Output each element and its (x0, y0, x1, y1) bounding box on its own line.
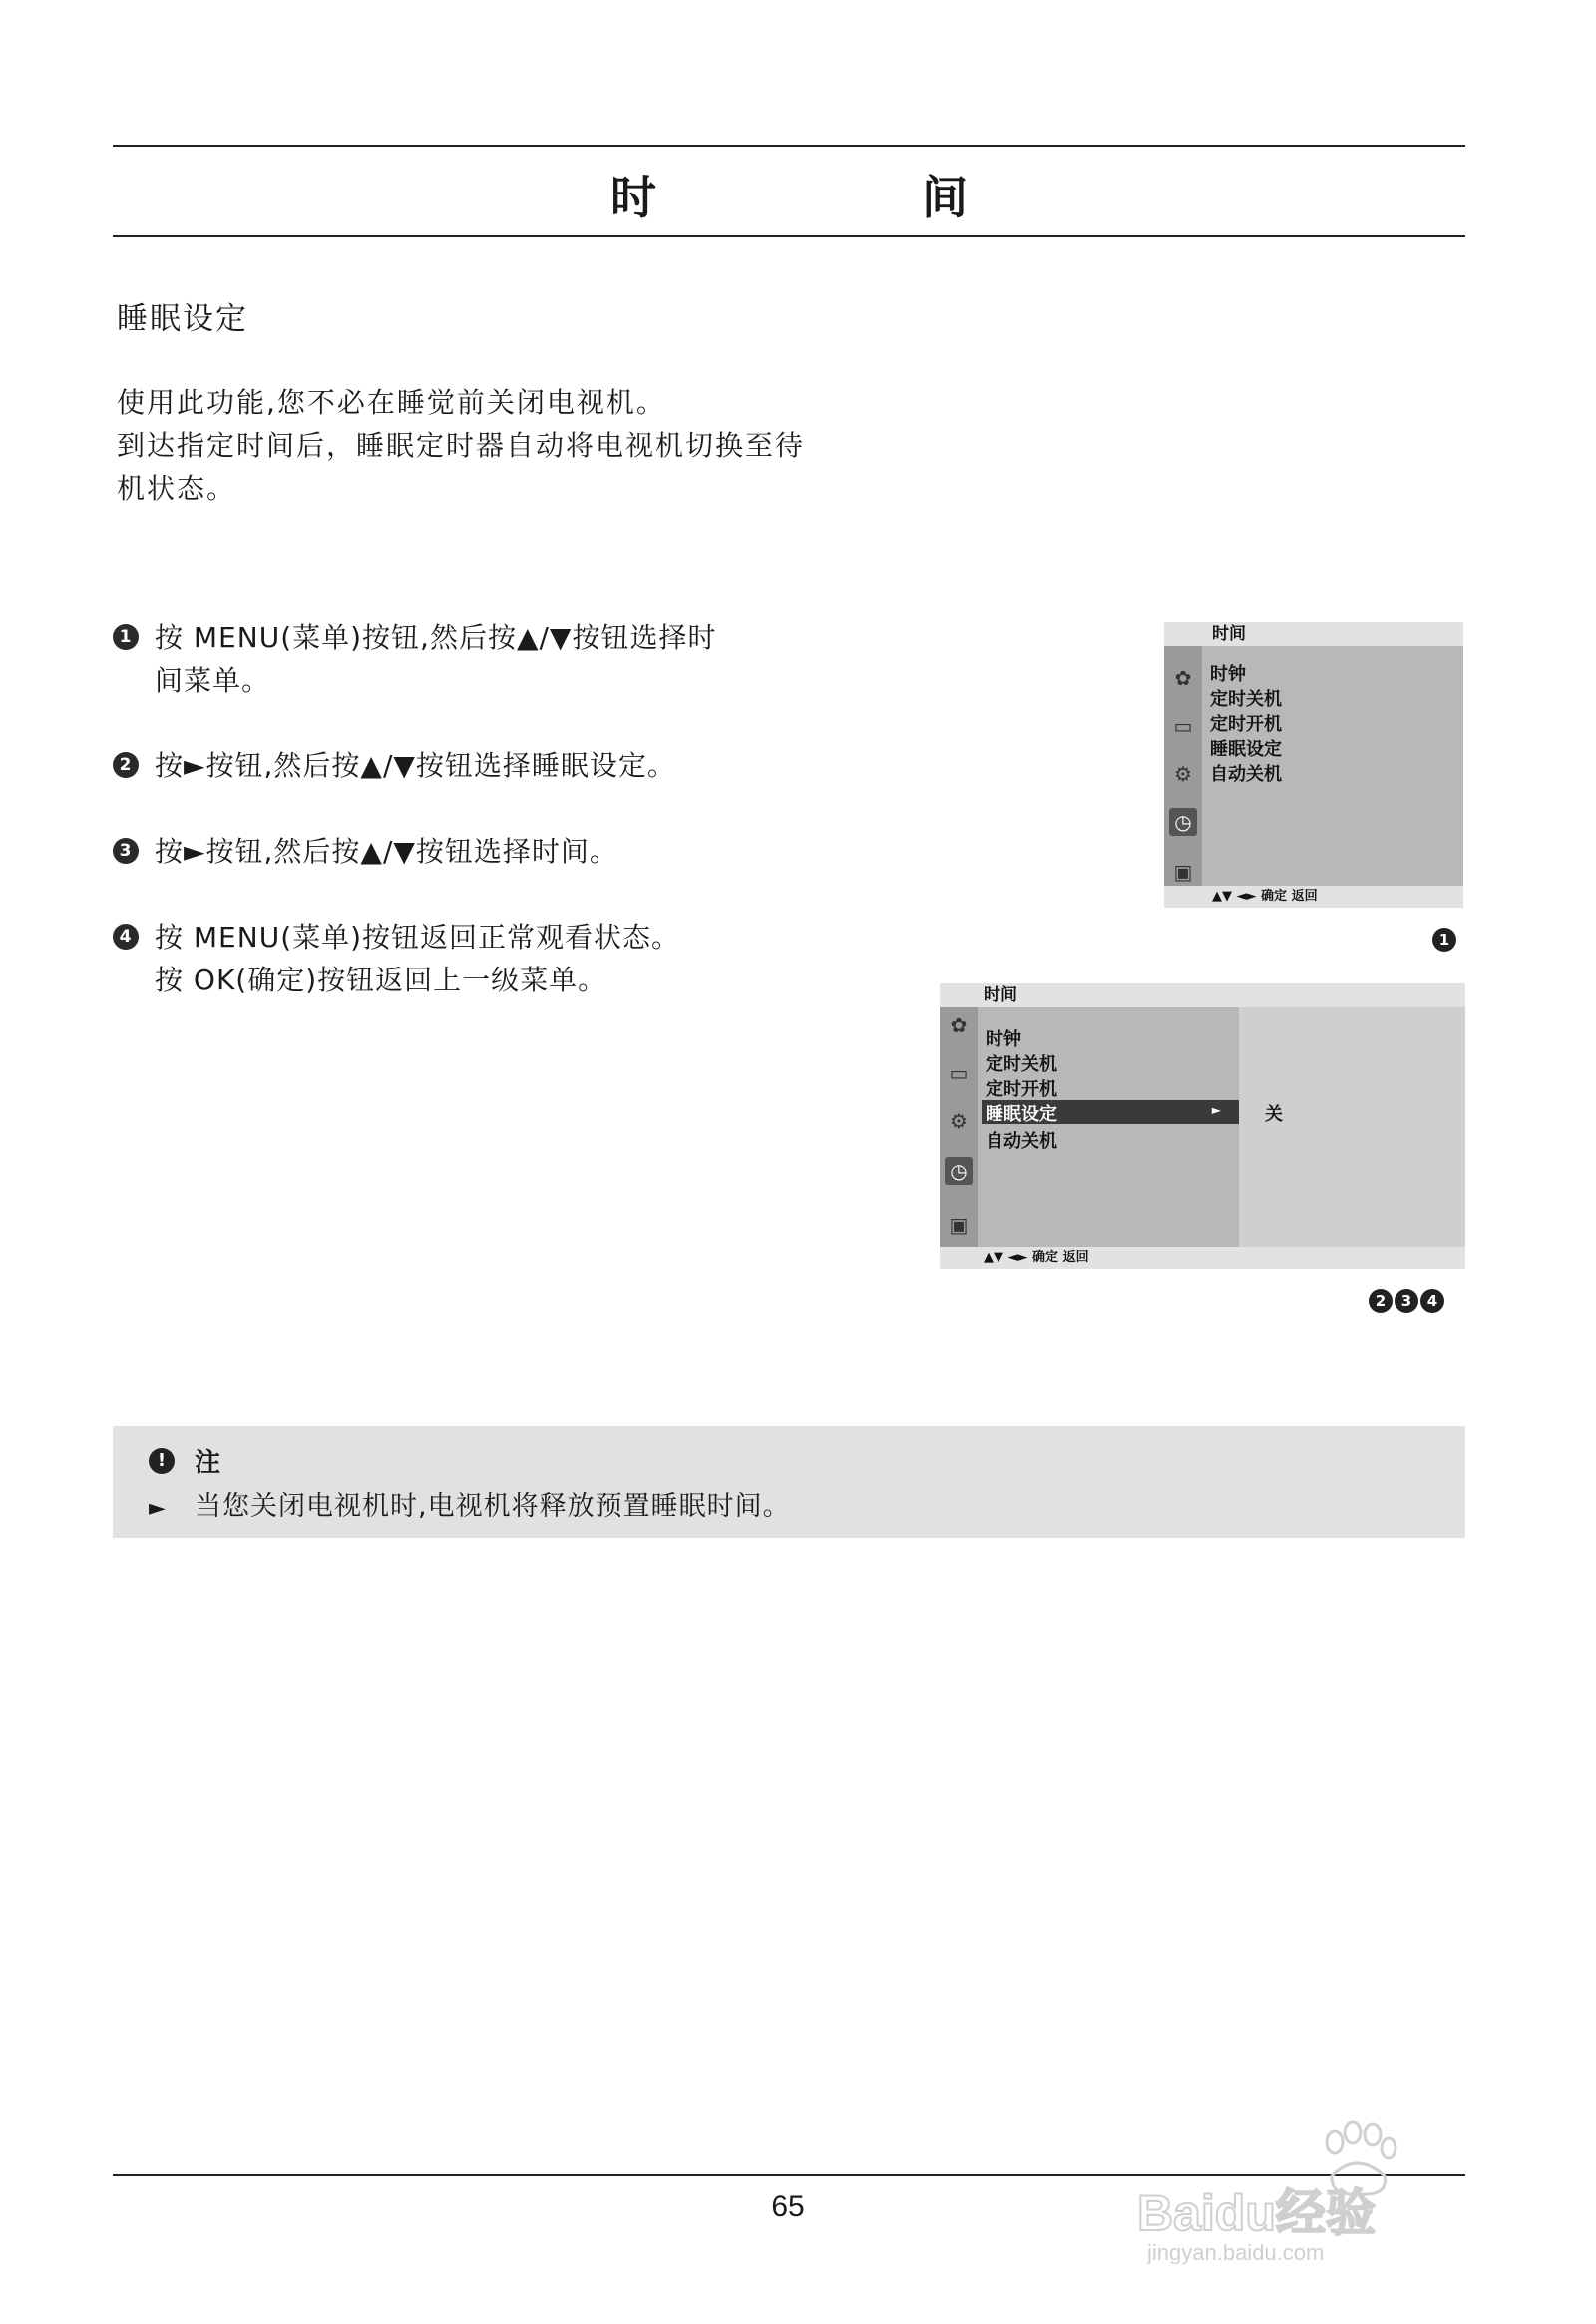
submenu-arrow-icon: ► (1211, 1103, 1221, 1117)
clock-icon: ◷ (945, 1157, 973, 1185)
note-text-row (149, 1484, 791, 1523)
intro-line: 到达指定时间后，睡眠定时器自动将电视机切换至待 (117, 429, 806, 462)
picture-icon: ✿ (1174, 666, 1192, 690)
osd-menu-item-selected (982, 1100, 1239, 1124)
intro-line: 机状态。 (117, 472, 237, 505)
osd-menu-item: 时钟 (986, 1029, 1021, 1050)
top-rule (113, 145, 1465, 147)
osd-menu-item: 定时开机 (986, 1079, 1057, 1100)
step-number: 3 (113, 838, 139, 864)
step-text: 按►按钮,然后按▲/▼按钮选择睡眠设定。 (155, 749, 676, 782)
osd-sidebar (940, 1007, 978, 1247)
note-box (113, 1426, 1465, 1538)
osd-screenshot-1 (1164, 622, 1463, 908)
lock-icon: ▣ (1173, 860, 1193, 884)
step-number: 4 (113, 924, 139, 950)
title-rule (113, 235, 1465, 237)
clock-icon: ◷ (1169, 808, 1197, 836)
screen-icon: ▭ (949, 1061, 969, 1085)
page-title: 时 间 (610, 171, 1077, 224)
step-text: 按 MENU(菜单)按钮,然后按▲/▼按钮选择时 (155, 621, 717, 654)
osd-menu-item: 睡眠设定 (1210, 739, 1282, 760)
page-number: 65 (771, 2190, 805, 2223)
screen-icon: ▭ (1173, 714, 1193, 738)
osd-header: 时间 (1164, 622, 1463, 646)
note-text: 当您关闭电视机时,电视机将释放预置睡眠时间。 (195, 1491, 791, 1522)
bullet-arrow-icon: ► (149, 1496, 167, 1521)
step-number: 2 (113, 752, 139, 778)
intro-line: 使用此功能,您不必在睡觉前关闭电视机。 (117, 386, 666, 419)
osd-footer: ▲▼ ◄► 确定 返回 (1164, 886, 1463, 908)
osd-menu-item: 定时关机 (986, 1054, 1057, 1075)
note-heading-text: 注 (195, 1448, 221, 1478)
osd-screenshot-2 (940, 983, 1465, 1269)
picture-icon: ✿ (950, 1013, 968, 1037)
watermark-text: Baidu经验 (1137, 2185, 1376, 2241)
step-4 (113, 916, 680, 1001)
baidu-watermark-logo (1127, 2105, 1506, 2264)
step-2 (113, 744, 676, 787)
step-text: 按►按钮,然后按▲/▼按钮选择时间。 (155, 835, 618, 868)
gear-icon: ⚙ (950, 1109, 968, 1133)
osd-value: 关 (1265, 1104, 1283, 1125)
note-heading (149, 1442, 220, 1479)
section-heading: 睡眠设定 (117, 301, 248, 337)
lock-icon: ▣ (949, 1213, 969, 1237)
osd-menu-item: 自动关机 (1210, 764, 1282, 785)
osd-selected-label: 睡眠设定 (986, 1104, 1057, 1125)
osd-menu-item: 自动关机 (986, 1131, 1057, 1152)
osd-value-panel (1239, 1007, 1465, 1247)
badge: 1 (1432, 928, 1456, 952)
intro-paragraph (117, 381, 895, 510)
badge: 4 (1420, 1289, 1444, 1313)
step-text: 间菜单。 (155, 664, 271, 697)
watermark-url: jingyan.baidu.com (1147, 2240, 1325, 2264)
step-text: 按 MENU(菜单)按钮返回正常观看状态。 (155, 921, 681, 954)
step-3 (113, 830, 618, 873)
figure-badge-1 (1432, 928, 1456, 952)
step-text: 按 OK(确定)按钮返回上一级菜单。 (155, 964, 607, 996)
step-1 (113, 616, 716, 702)
gear-icon: ⚙ (1174, 762, 1192, 786)
osd-header: 时间 (940, 983, 1465, 1007)
step-number: 1 (113, 624, 139, 650)
osd-sidebar (1164, 646, 1202, 886)
badge: 3 (1395, 1289, 1418, 1313)
osd-menu-item: 定时关机 (1210, 689, 1282, 710)
exclamation-icon: ! (149, 1448, 175, 1474)
figure-badges-2-4 (1369, 1289, 1444, 1313)
osd-footer: ▲▼ ◄► 确定 返回 (940, 1247, 1465, 1269)
badge: 2 (1369, 1289, 1393, 1313)
osd-menu-item: 定时开机 (1210, 714, 1282, 735)
osd-menu-item: 时钟 (1210, 664, 1246, 685)
